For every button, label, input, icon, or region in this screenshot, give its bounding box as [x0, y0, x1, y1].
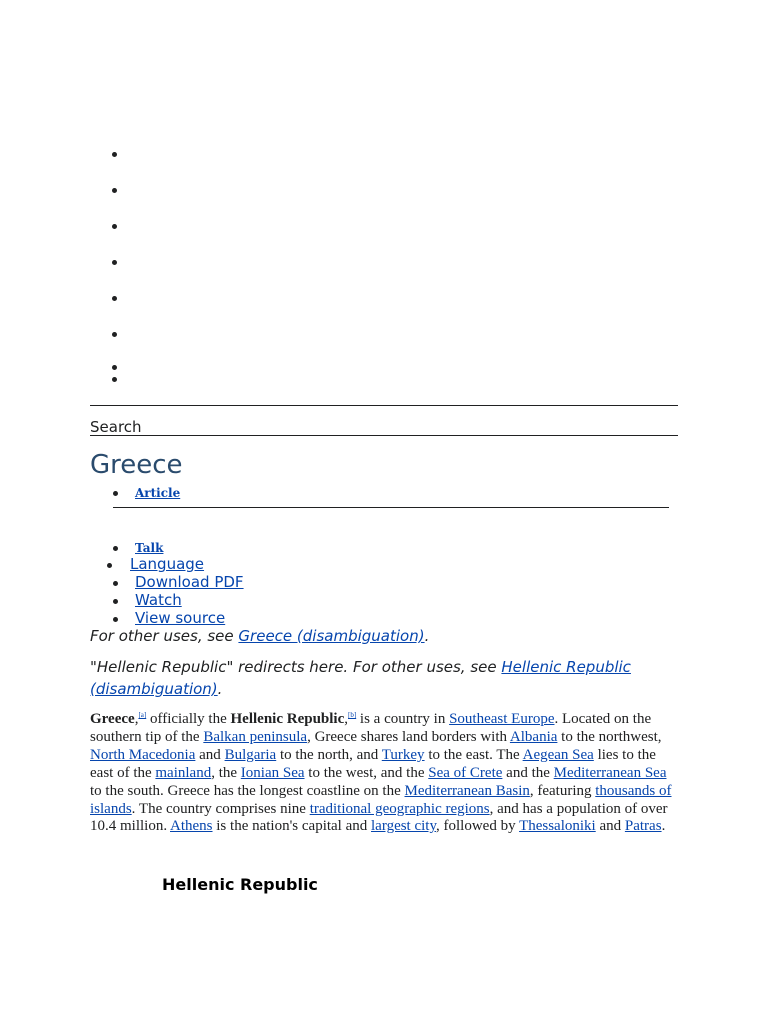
text: , featuring — [529, 782, 596, 799]
hatnote-text: For other uses, see — [90, 627, 239, 645]
hatnote — [90, 625, 680, 647]
bold-term: Hellenic Republic — [230, 711, 345, 727]
bold-term: Greece — [90, 711, 135, 727]
footnote-link[interactable]: [a] — [138, 711, 147, 719]
article-link[interactable]: Bulgaria — [224, 746, 277, 763]
text: and the — [502, 764, 554, 781]
hatnote-text: . — [424, 627, 430, 645]
nav-list-item — [112, 377, 117, 382]
article-link[interactable]: Athens — [170, 818, 213, 835]
view-source-link[interactable]: View source — [135, 609, 226, 627]
article-link[interactable]: Balkan peninsula — [203, 728, 308, 745]
text: and — [195, 746, 225, 763]
page-title: Greece — [90, 450, 183, 480]
text: to the east. The — [424, 746, 523, 763]
search-input[interactable]: Search — [90, 418, 142, 436]
tab-underline — [113, 507, 669, 508]
article-link[interactable]: thousands of islands — [90, 782, 672, 817]
hatnote — [90, 656, 650, 700]
text: lies to the east of the — [90, 746, 656, 781]
article-link[interactable]: Turkey — [381, 746, 425, 763]
nav-list-item — [112, 296, 117, 301]
text: . — [661, 818, 666, 835]
text: to the northwest, — [557, 728, 662, 745]
disambiguation-link[interactable]: Hellenic Republic (disambiguation) — [90, 658, 631, 698]
text: to the south. Greece has the longest coastline on the — [90, 782, 405, 799]
nav-list-item — [112, 260, 117, 265]
text: , followed by — [436, 818, 520, 835]
article-link[interactable]: Albania — [509, 728, 558, 745]
footnote-link[interactable]: [b] — [348, 711, 357, 719]
tab-talk[interactable]: Talk — [135, 541, 164, 555]
text: is the nation's capital and — [212, 818, 372, 835]
article-link[interactable]: largest city — [371, 818, 436, 835]
nav-list-item — [112, 152, 117, 157]
watch-link[interactable]: Watch — [135, 591, 182, 609]
menu-bullet — [113, 581, 118, 586]
article-link[interactable]: Sea of Crete — [428, 764, 503, 781]
text: . Located on the southern tip of the — [90, 711, 652, 745]
article-link[interactable]: Ionian Sea — [240, 764, 305, 781]
text: officially the — [146, 711, 231, 727]
article-link[interactable]: Thessaloniki — [519, 818, 596, 835]
tab-article[interactable]: Article — [135, 486, 181, 500]
article-link[interactable]: Mediterranean Basin — [404, 782, 530, 799]
nav-list-item — [112, 224, 117, 229]
language-menu[interactable]: Language — [130, 555, 205, 573]
search-top-border — [90, 405, 678, 406]
text: and — [595, 818, 625, 835]
text: , Greece shares land borders with — [307, 728, 510, 745]
download-pdf-link[interactable]: Download PDF — [135, 573, 244, 591]
article-link[interactable]: Patras — [624, 818, 662, 835]
nav-list-item — [112, 332, 117, 337]
hatnote-text: . — [217, 680, 223, 698]
article-link[interactable]: mainland — [155, 764, 212, 781]
text: is a country in — [356, 711, 450, 727]
text: to the west, and the — [304, 764, 429, 781]
text: , the — [211, 764, 241, 781]
text: . The country comprises nine — [131, 800, 310, 817]
article-link[interactable]: Southeast Europe — [449, 711, 555, 727]
article-link[interactable]: traditional geographic regions — [309, 800, 490, 817]
disambiguation-link[interactable]: Greece (disambiguation) — [238, 627, 425, 645]
tab-bullet — [113, 546, 118, 551]
menu-bullet — [107, 563, 112, 568]
hatnote-text: "Hellenic Republic" redirects here. For other uses, see — [90, 658, 502, 676]
lead-paragraph: Greece,[a] officially the Hellenic Republic,[b] is a country in Southeast Europe. Located on the southern tip of the Balkan peninsula, Greece shares land borders with Albania to the northwest, North Macedonia and Bulgaria to the north, and Turkey to the east. The Aegean Sea lies to the east of the mainland, the Ionian Sea to the west, and the Sea of Crete and the Mediterranean Sea to the south. Greece has the longest coastline on the Mediterranean Basin, featuring thousands of islands. The country comprises nine traditional geographic regions, and has a population of over 10.4 million. Athens is the nation's capital and largest city, followed by Thessaloniki and Patras. — [90, 711, 672, 835]
text: , and has a population of over 10.4 million. — [90, 800, 668, 835]
tab-bullet — [113, 491, 118, 496]
article-link[interactable]: Aegean Sea — [522, 746, 594, 763]
menu-bullet — [113, 617, 118, 622]
article-link[interactable]: North Macedonia — [90, 746, 196, 763]
search-bottom-border — [90, 435, 678, 436]
nav-list-item — [112, 188, 117, 193]
text: to the north, and — [276, 746, 382, 763]
menu-bullet — [113, 599, 118, 604]
nav-list-item — [112, 365, 117, 370]
article-link[interactable]: Mediterranean Sea — [553, 764, 667, 781]
infobox-title: Hellenic Republic — [162, 875, 318, 894]
